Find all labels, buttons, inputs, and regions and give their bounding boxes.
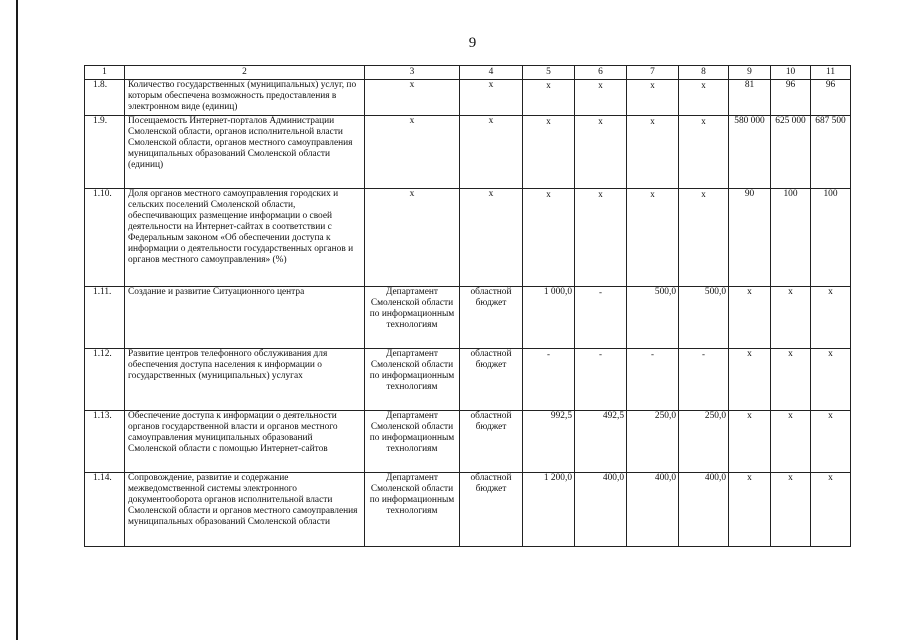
column-header: 5: [523, 66, 575, 80]
row-value-cell: 250,0: [627, 411, 679, 473]
page-number: 9: [468, 35, 477, 51]
row-number-cell: 1.10.: [85, 189, 125, 287]
row-value-cell: 500,0: [627, 287, 679, 349]
column-header: 9: [729, 66, 771, 80]
row-source-cell: х: [460, 189, 523, 287]
row-value-cell: 1 200,0: [523, 473, 575, 547]
program-table: [84, 65, 851, 547]
row-value-cell: х: [811, 411, 851, 473]
row-number-cell: 1.9.: [85, 116, 125, 189]
row-value-cell: х: [523, 189, 575, 287]
row-executor-cell: х: [365, 189, 460, 287]
row-name-cell: Доля органов местного самоуправления городских и сельских поселений Смоленской области, обеспечивающих размещение информации о своей деятельности на Интернет-сайтах в соответствии с Федеральным законом «Об обеспечении доступа к информации о деятельности государственных органов и органов местного самоуправления» (%): [125, 189, 365, 287]
row-source-cell: х: [460, 80, 523, 116]
row-source-cell: х: [460, 116, 523, 189]
row-value-cell: 90: [729, 189, 771, 287]
row-value-cell: 580 000: [729, 116, 771, 189]
row-value-cell: -: [523, 349, 575, 411]
row-number-cell: 1.11.: [85, 287, 125, 349]
row-name-cell: Посещаемость Интернет-порталов Администрации Смоленской области, органов исполнительной власти Смоленской области, органов местного самоуправления муниципальных образований Смоленской области (единиц): [125, 116, 365, 189]
table-row: [85, 189, 851, 287]
row-value-cell: х: [771, 349, 811, 411]
row-executor-cell: Департамент Смоленской области по информационным технологиям: [365, 411, 460, 473]
row-value-cell: 992,5: [523, 411, 575, 473]
row-name-cell: Количество государственных (муниципальных) услуг, по которым обеспечена возможность предоставления в электронном виде (единиц): [125, 80, 365, 116]
row-source-cell: областной бюджет: [460, 349, 523, 411]
row-value-cell: 625 000: [771, 116, 811, 189]
row-number-cell: 1.12.: [85, 349, 125, 411]
row-value-cell: х: [729, 411, 771, 473]
row-source-cell: областной бюджет: [460, 411, 523, 473]
row-value-cell: 400,0: [575, 473, 627, 547]
column-header: 6: [575, 66, 627, 80]
row-name-cell: Развитие центров телефонного обслуживания для обеспечения доступа населения к информации о государственных (муниципальных) услугах: [125, 349, 365, 411]
table-header-row: [85, 66, 851, 80]
row-value-cell: 400,0: [627, 473, 679, 547]
row-value-cell: 96: [811, 80, 851, 116]
row-source-cell: областной бюджет: [460, 287, 523, 349]
row-value-cell: х: [771, 473, 811, 547]
row-executor-cell: х: [365, 116, 460, 189]
row-value-cell: х: [811, 473, 851, 547]
row-value-cell: 1 000,0: [523, 287, 575, 349]
row-value-cell: х: [771, 287, 811, 349]
row-number-cell: 1.8.: [85, 80, 125, 116]
row-executor-cell: Департамент Смоленской области по информационным технологиям: [365, 349, 460, 411]
column-header: 10: [771, 66, 811, 80]
row-executor-cell: Департамент Смоленской области по информационным технологиям: [365, 287, 460, 349]
table-row: [85, 411, 851, 473]
row-value-cell: х: [575, 116, 627, 189]
row-value-cell: х: [679, 116, 729, 189]
column-header: 1: [85, 66, 125, 80]
row-value-cell: х: [679, 80, 729, 116]
table-row: [85, 287, 851, 349]
row-name-cell: Сопровождение, развитие и содержание межведомственной системы электронного документооборота органов исполнительной власти Смоленской области и органов местного самоуправления муниципальных образований Смоленской области: [125, 473, 365, 547]
row-value-cell: 250,0: [679, 411, 729, 473]
row-value-cell: 100: [811, 189, 851, 287]
row-executor-cell: Департамент Смоленской области по информационным технологиям: [365, 473, 460, 547]
row-value-cell: -: [627, 349, 679, 411]
row-executor-cell: х: [365, 80, 460, 116]
table-row: [85, 80, 851, 116]
row-value-cell: х: [575, 189, 627, 287]
row-number-cell: 1.14.: [85, 473, 125, 547]
row-value-cell: -: [575, 287, 627, 349]
row-number-cell: 1.13.: [85, 411, 125, 473]
row-value-cell: х: [811, 287, 851, 349]
row-value-cell: х: [523, 116, 575, 189]
page-edge-line: [16, 0, 18, 640]
row-value-cell: х: [729, 349, 771, 411]
row-value-cell: х: [523, 80, 575, 116]
row-name-cell: Обеспечение доступа к информации о деятельности органов государственной власти и органов местного самоуправления муниципальных образований Смоленской области с помощью Интернет-сайтов: [125, 411, 365, 473]
column-header: 2: [125, 66, 365, 80]
row-value-cell: х: [679, 189, 729, 287]
row-value-cell: х: [729, 473, 771, 547]
row-value-cell: х: [627, 80, 679, 116]
row-value-cell: х: [627, 116, 679, 189]
row-value-cell: -: [575, 349, 627, 411]
row-value-cell: 687 500: [811, 116, 851, 189]
row-name-cell: Создание и развитие Ситуационного центра: [125, 287, 365, 349]
row-value-cell: х: [627, 189, 679, 287]
column-header: 3: [365, 66, 460, 80]
row-value-cell: 81: [729, 80, 771, 116]
table-row: [85, 473, 851, 547]
column-header: 11: [811, 66, 851, 80]
row-value-cell: 492,5: [575, 411, 627, 473]
row-value-cell: -: [679, 349, 729, 411]
column-header: 7: [627, 66, 679, 80]
row-value-cell: х: [811, 349, 851, 411]
table-row: [85, 349, 851, 411]
column-header: 4: [460, 66, 523, 80]
row-value-cell: 400,0: [679, 473, 729, 547]
row-value-cell: 96: [771, 80, 811, 116]
row-value-cell: 500,0: [679, 287, 729, 349]
row-value-cell: 100: [771, 189, 811, 287]
table-row: [85, 116, 851, 189]
row-value-cell: х: [771, 411, 811, 473]
row-value-cell: х: [575, 80, 627, 116]
column-header: 8: [679, 66, 729, 80]
row-value-cell: х: [729, 287, 771, 349]
row-source-cell: областной бюджет: [460, 473, 523, 547]
